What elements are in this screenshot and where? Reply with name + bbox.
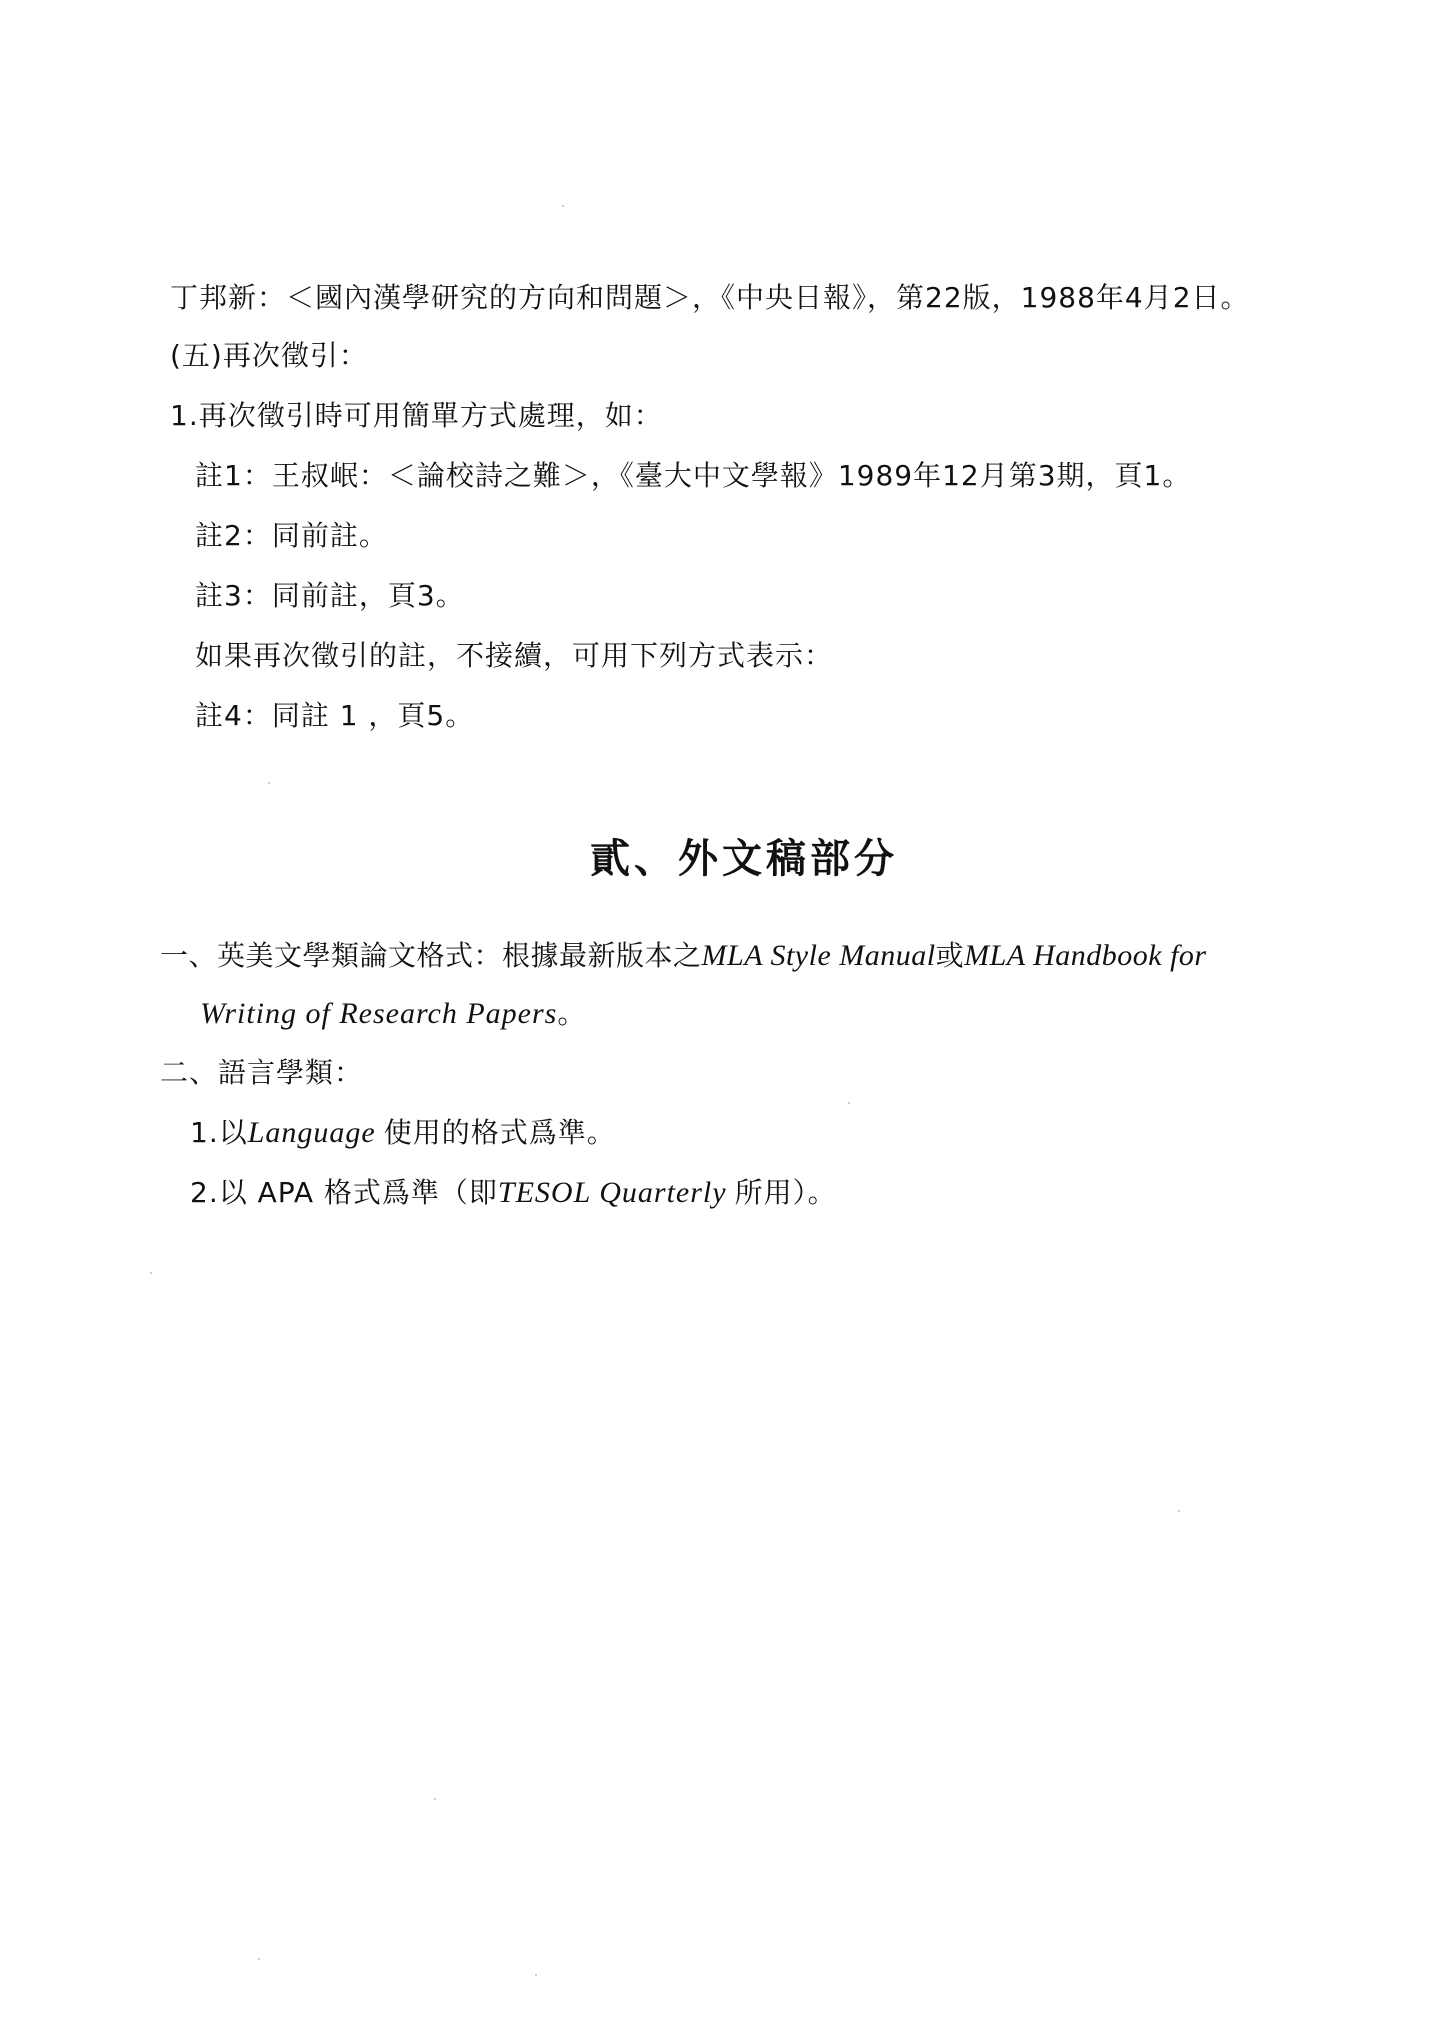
period: 。 bbox=[557, 997, 587, 1030]
ling-item2-prefix: 2.以 APA 格式爲準（即 bbox=[190, 1176, 498, 1209]
note-example-4: 註4：同註 1 ，頁5。 bbox=[195, 699, 475, 732]
scan-speck bbox=[434, 1798, 436, 1800]
scan-speck bbox=[268, 782, 270, 784]
english-lit-format bbox=[160, 938, 1207, 974]
scan-speck bbox=[535, 1974, 537, 1976]
scan-speck bbox=[848, 1102, 850, 1104]
note-example-3: 註3：同前註，頁3。 bbox=[195, 579, 465, 612]
list-item-1: 1.再次徵引時可用簡單方式處理，如： bbox=[170, 399, 663, 432]
scan-speck bbox=[258, 1958, 260, 1960]
subheading-recitation: (五)再次徵引： bbox=[170, 339, 368, 372]
language-journal-title: Language bbox=[247, 1116, 376, 1149]
scan-speck bbox=[150, 1272, 152, 1274]
section-heading: 貳、外文稿部分 bbox=[590, 836, 898, 882]
english-lit-format-cont bbox=[200, 996, 586, 1032]
ling-item2-suffix: 所用）。 bbox=[734, 1176, 837, 1209]
linguistics-item-1 bbox=[190, 1115, 616, 1151]
english-lit-prefix: 一、英美文學類論文格式：根據最新版本之 bbox=[160, 939, 702, 972]
reference-line: 丁邦新：＜國內漢學研究的方向和問題＞，《中央日報》，第22版，1988年4月2日。 bbox=[170, 281, 1250, 314]
mla-style-manual-title: MLA Style Manual bbox=[701, 939, 936, 972]
linguistics-item-2 bbox=[190, 1175, 837, 1211]
tesol-quarterly-title: TESOL Quarterly bbox=[497, 1176, 727, 1209]
mla-handbook-title: MLA Handbook for bbox=[964, 939, 1207, 972]
linguistics-label: 二、語言學類： bbox=[160, 1056, 364, 1089]
note-example-1: 註1：王叔岷：＜論校詩之難＞，《臺大中文學報》1989年12月第3期，頁1。 bbox=[195, 459, 1192, 492]
note-example-2: 註2：同前註。 bbox=[195, 519, 388, 552]
or-word: 或 bbox=[935, 939, 965, 972]
scan-speck bbox=[1178, 1510, 1180, 1512]
scan-speck bbox=[562, 205, 564, 207]
mla-handbook-title-cont: Writing of Research Papers bbox=[200, 997, 558, 1030]
ling-item1-suffix: 使用的格式爲準。 bbox=[383, 1116, 616, 1149]
ling-item1-prefix: 1.以 bbox=[190, 1116, 248, 1149]
note-explanation: 如果再次徵引的註，不接續，可用下列方式表示： bbox=[195, 639, 834, 672]
